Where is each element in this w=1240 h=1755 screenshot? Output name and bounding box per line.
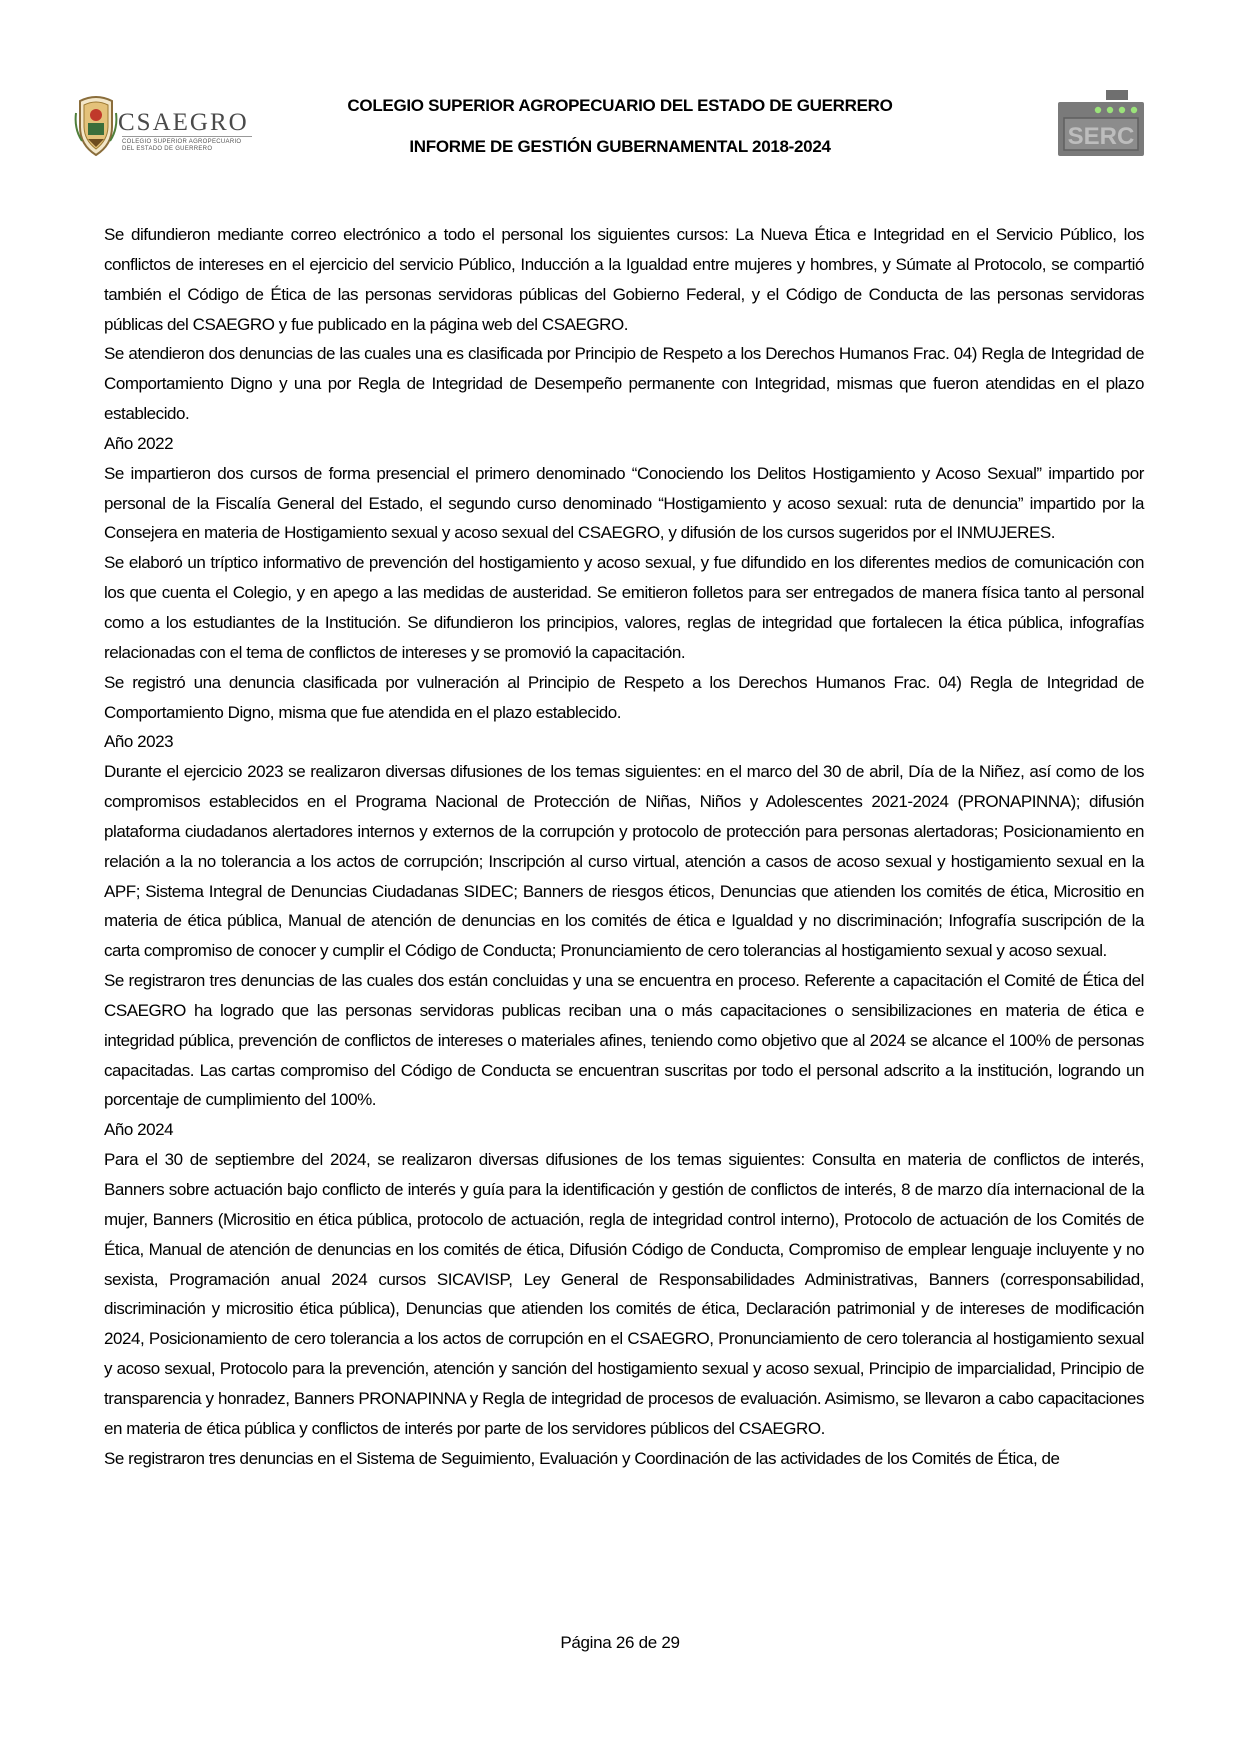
institution-title: COLEGIO SUPERIOR AGROPECUARIO DEL ESTADO DE GUERRERO: [347, 96, 893, 115]
logo-subtitle: [122, 139, 241, 153]
csaegro-logo: [74, 93, 254, 159]
paragraph-2023-complaints: Se registraron tres denuncias de las cuales dos están concluidas y una se encuentra en proceso. Referente a capacitación el Comité de Ética del CSAEGRO ha logrado que las personas servidoras publicas reciban una o más capacitaciones o sensibilizaciones en materia de ética e integridad pública, prevención de conflictos de intereses o materiales afines, teniendo como objetivo que al 2024 se alcance el 100% de personas capacitadas. Las cartas compromiso del Código de Conducta se encuentran suscritas por todo el personal adscrito a la institución, logrando un porcentaje de cumplimiento del 100%.: [104, 971, 1144, 1110]
page-header: [0, 0, 1240, 200]
logo-subtitle-line-1: COLEGIO SUPERIOR AGROPECUARIO: [122, 139, 242, 145]
paragraph-2024-complaints: Se registraron tres denuncias en el Sistema de Seguimiento, Evaluación y Coordinación de las actividades de los Comités de Ética, de: [104, 1448, 1060, 1468]
paragraph-complaints-attended: Se atendieron dos denuncias de las cuales una es clasificada por Principio de Respeto a los Derechos Humanos Frac. 04) Regla de Integridad de Comportamiento Digno y una por Regla de Integridad de Desempeño permanente con Integridad, mismas que fueron atendidas en el plazo establecido.: [104, 344, 1144, 424]
report-title: INFORME DE GESTIÓN GUBERNAMENTAL 2018-2024: [409, 137, 831, 156]
paragraph-2023-dissemination: Durante el ejercicio 2023 se realizaron diversas difusiones de los temas siguientes: en el marco del 30 de abril, Día de la Niñez, así como de los compromisos establecidos en el Programa Nacional de Protección de Niñas, Niños y Adolescentes 2021-2024 (PRONAPINNA); difusión plataforma ciudadanos alertadores internos y externos de la corrupción y protocolo de protección para personas alertadoras; Posicionamiento en relación a la no tolerancia a los actos de corrupción; Inscripción al curso virtual, atención a casos de acoso sexual y hostigamiento sexual en la APF; Sistema Integral de Denuncias Ciudadanas SIDEC; Banners de riesgos éticos, Denuncias que atienden los comités de ética, Micrositio en materia de ética pública, Manual de atención de denuncias en los comités de ética e Igualdad y no discriminación; Infografía suscripción de la carta compromiso de conocer y cumplir el Código de Conducta; Pronunciamiento de cero tolerancias al hostigamiento sexual y acoso sexual.: [104, 762, 1144, 961]
year-heading-2023: Año 2023: [104, 732, 174, 752]
paragraph-2022-courses: Se impartieron dos cursos de forma presencial el primero denominado “Conociendo los Delitos Hostigamiento y Acoso Sexual” impartido por personal de la Fiscalía General del Estado, el segundo curso denominado “Hostigamiento y acoso sexual: ruta de denuncia” impartido por la Consejera en materia de Hostigamiento sexual y acoso sexual del CSAEGRO, y difusión de los cursos sugeridos por el INMUJERES.: [104, 463, 1144, 543]
page-number: Página 26 de 29: [560, 1633, 680, 1652]
logo-wordmark: CSAEGRO: [118, 109, 249, 136]
csaegro-crest-icon: [74, 93, 118, 157]
logo-divider: [122, 136, 252, 137]
logo-subtitle-line-2: DEL ESTADO DE GUERRERO: [122, 146, 213, 152]
serc-logo-text: SERC: [1067, 123, 1135, 150]
paragraph-2022-triptych: Se elaboró un tríptico informativo de prevención del hostigamiento y acoso sexual, y fue difundido en los diferentes medios de comunicación con los que cuenta el Colegio, y en apego a las medidas de austeridad. Se emitieron folletos para ser entregados de manera física tanto al personal como a los estudiantes de la Institución. Se difundieron los principios, valores, reglas de integridad que fortalecen la ética pública, infografías relacionadas con el tema de conflictos de intereses y se promovió la capacitación.: [104, 553, 1144, 662]
serc-logo-icon: [1056, 88, 1146, 158]
paragraph-2024-dissemination: Para el 30 de septiembre del 2024, se realizaron diversas difusiones de los temas siguientes: Consulta en materia de conflictos de interés, Banners sobre actuación bajo conflicto de interés y guía para la identificación y gestión de conflictos de interés, 8 de marzo día internacional de la mujer, Banners (Micrositio en ética pública, protocolo de actuación, regla de integridad control interno), Protocolo de actuación de los Comités de Ética, Manual de atención de denuncias en los comités de ética, Difusión Código de Conducta, Compromiso de emplear lenguaje incluyente y no sexista, Programación anual 2024 cursos SICAVISP, Ley General de Responsabilidades Administrativas, Banners (corresponsabilidad, discriminación y micrositio ética pública), Denuncias que atienden los comités de ética, Declaración patrimonial y de intereses de modificación 2024, Posicionamiento de cero tolerancia a los actos de corrupción en el CSAEGRO, Pronunciamiento de cero tolerancia al hostigamiento sexual y acoso sexual, Protocolo para la prevención, atención y sanción del hostigamiento sexual y acoso sexual, Principio de imparcialidad, Principio de transparencia y honradez, Banners PRONAPINNA y Regla de integridad de procesos de evaluación. Asimismo, se llevaron a cabo capacitaciones en materia de ética pública y conflictos de interés por parte de los servidores públicos del CSAEGRO.: [104, 1150, 1144, 1438]
paragraph-2022-complaint: Se registró una denuncia clasificada por vulneración al Principio de Respeto a los Derechos Humanos Frac. 04) Regla de Integridad de Comportamiento Digno, misma que fue atendida en el plazo establecido.: [104, 672, 1144, 722]
paragraph-courses-dissemination: Se difundieron mediante correo electrónico a todo el personal los siguientes cursos: La Nueva Ética e Integridad en el Servicio Público, los conflictos de intereses en el ejercicio del servicio Público, Inducción a la Igualdad entre mujeres y hombres, y Súmate al Protocolo, se compartió también el Código de Ética de las personas servidoras públicas del Gobierno Federal, y el Código de Conducta de las personas servidoras públicas del CSAEGRO y fue publicado en la página web del CSAEGRO.: [104, 225, 1144, 334]
year-heading-2024: Año 2024: [104, 1120, 174, 1140]
year-heading-2022: Año 2022: [104, 433, 174, 453]
document-body: [104, 220, 1144, 1473]
